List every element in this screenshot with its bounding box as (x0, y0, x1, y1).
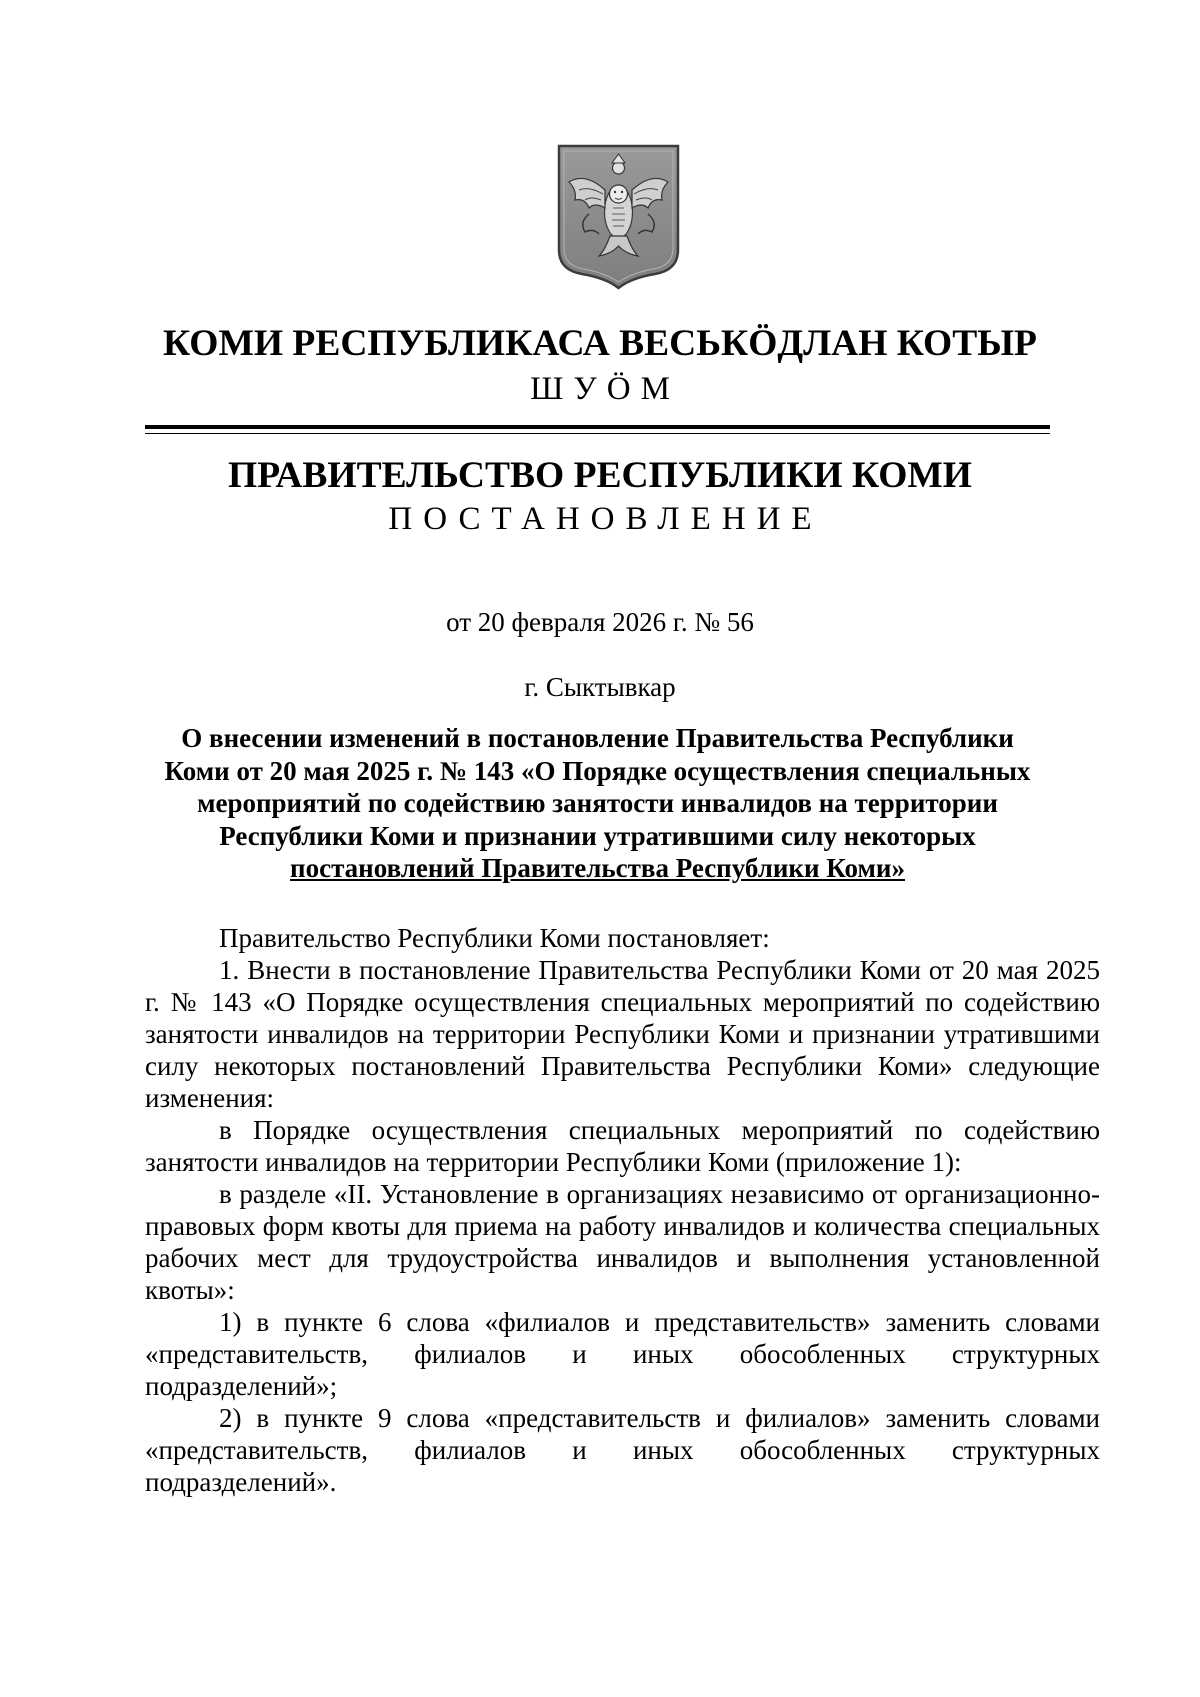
government-title: ПРАВИТЕЛЬСТВО РЕСПУБЛИКИ КОМИ (228, 455, 972, 496)
document-date-number: от 20 февраля 2026 г. № 56 (446, 607, 754, 637)
body-paragraph: Правительство Республики Коми постановляет: (219, 923, 770, 953)
document-body (145, 922, 1100, 1498)
document-type: ПОСТАНОВЛЕНИЕ (388, 501, 823, 537)
body-paragraph: в Порядке осуществления специальных мероприятий по содействию занятости инвалидов на территории Республики Коми (приложение 1): (145, 1115, 1100, 1177)
body-paragraph: 1) в пункте 6 слова «филиалов и представительств» заменить словами «представительств, филиалов и иных обособленных структурных подразделений»; (145, 1307, 1100, 1401)
subject-line-underlined: постановлений Правительства Республики Коми» (290, 853, 905, 883)
header-divider-thin (145, 433, 1050, 434)
body-paragraph: 1. Внести в постановление Правительства Республики Коми от 20 мая 2025 г. № 143 «О Порядке осуществления специальных мероприятий по содействию занятости инвалидов на территории Республики Коми и признании утратившими силу некоторых постановлений Правительства Республики Коми» следующие изменения: (145, 955, 1100, 1113)
body-paragraph: 2) в пункте 9 слова «представительств и филиалов» заменить словами «представительств, филиалов и иных обособленных структурных подразделений». (145, 1403, 1100, 1497)
komi-institution-title: КОМИ РЕСПУБЛИКАСА ВЕСЬКӦДЛАН КОТЫР (163, 323, 1037, 364)
subject-line: Республики Коми и признании утратившими силу некоторых (219, 820, 976, 851)
subject-line: Коми от 20 мая 2025 г. № 143 «О Порядке осуществления специальных (164, 755, 1031, 786)
coat-of-arms-icon (555, 142, 682, 290)
komi-document-type: ШУӦМ (530, 371, 680, 407)
subject-line: О внесении изменений в постановление Правительства Республики (181, 723, 1014, 753)
document-subject (145, 722, 1050, 885)
subject-line: мероприятий по содействию занятости инвалидов на территории (197, 788, 998, 818)
body-paragraph: в разделе «II. Установление в организациях независимо от организационно-правовых форм квоты для приема на работу инвалидов и количества специальных рабочих мест для трудоустройства инвалидов и выполнения установленной квоты»: (145, 1179, 1100, 1305)
document-city: г. Сыктывкар (524, 672, 676, 702)
header-divider-thick (145, 425, 1050, 429)
